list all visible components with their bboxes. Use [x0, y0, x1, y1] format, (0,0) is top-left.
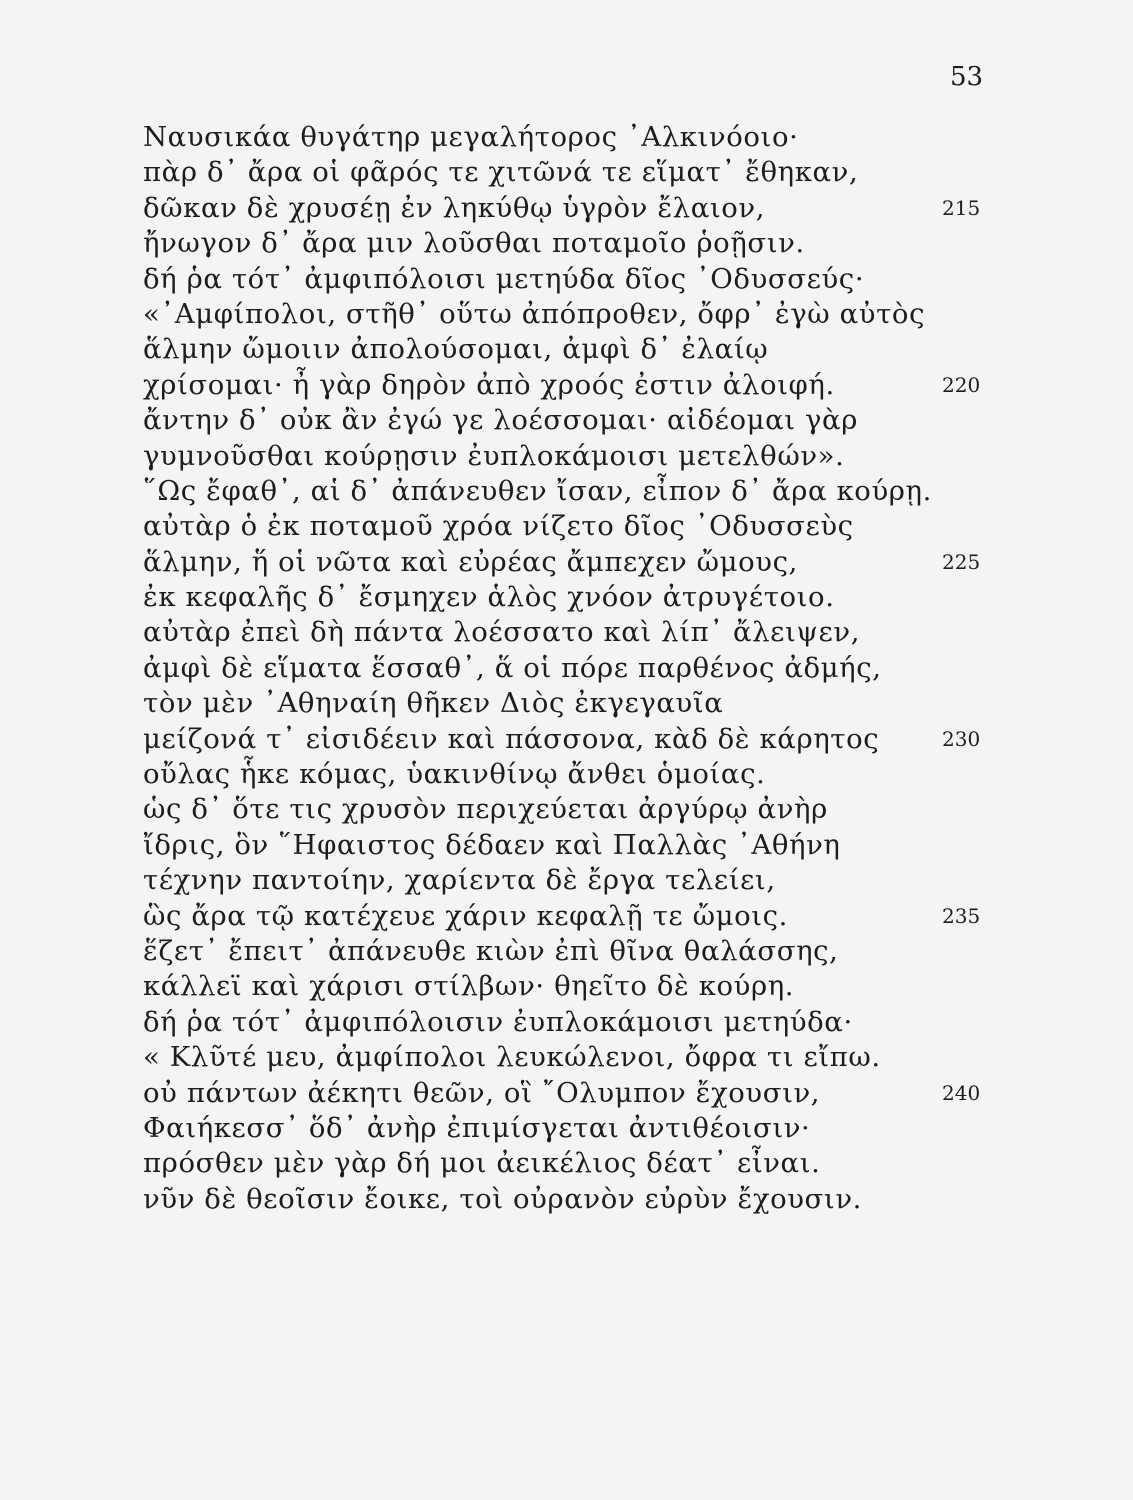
verse-line: « Κλῦτέ μευ, ἀμφίπολοι λευκώλενοι, ὄφρα τι εἴπω.	[143, 1041, 881, 1074]
line-number: 225	[942, 549, 981, 574]
verse-line: αὐτὰρ ἐπεὶ δὴ πάντα λοέσσατο καὶ λίπ᾿ ἄλειψεν,	[143, 616, 861, 649]
verse-line: πρόσθεν μὲν γὰρ δή μοι ἀεικέλιος δέατ᾿ εἶναι.	[143, 1147, 821, 1180]
verse-text	[143, 120, 932, 1217]
verse-line: τέχνην παντοίην, χαρίεντα δὲ ἔργα τελείει,	[143, 864, 776, 897]
line-number: 230	[942, 726, 981, 751]
verse-line: ἕζετ᾿ ἔπειτ᾿ ἀπάνευθε κιὼν ἐπὶ θῖνα θαλάσσης,	[143, 934, 839, 967]
verse-line: ὣς ἄρα τῷ κατέχευε χάριν κεφαλῇ τε ὤμοις.	[143, 899, 788, 932]
verse-line: δή ῥα τότ᾿ ἀμφιπόλοισιν ἐυπλοκάμοισι μετηύδα·	[143, 1005, 853, 1038]
verse-line: ἤνωγον δ᾿ ἄρα μιν λοῦσθαι ποταμοῖο ῥοῇσιν.	[143, 227, 805, 260]
verse-line: αὐτὰρ ὁ ἐκ ποταμοῦ χρόα νίζετο δῖος ᾿Οδυσσεὺς	[143, 510, 854, 543]
verse-line: τὸν μὲν ᾿Αθηναίη θῆκεν Διὸς ἐκγεγαυῖα	[143, 687, 724, 720]
verse-line: ἴδρις, ὃν ῞Ηφαιστος δέδαεν καὶ Παλλὰς ᾿Αθήνη	[143, 828, 841, 861]
verse-line: ἐκ κεφαλῆς δ᾿ ἔσμηχεν ἁλὸς χνόον ἀτρυγέτοιο.	[143, 581, 835, 614]
verse-line: ἄντην δ᾿ οὐκ ἂν ἐγώ γε λοέσσομαι· αἰδέομαι γὰρ	[143, 404, 858, 437]
verse-line: ἀμφὶ δὲ εἵματα ἕσσαθ᾿, ἅ οἱ πόρε παρθένος ἀδμής,	[143, 651, 882, 684]
verse-line: ἅλμην, ἥ οἱ νῶτα καὶ εὐρέας ἄμπεχεν ὤμους,	[143, 545, 798, 578]
line-number: 235	[942, 903, 981, 928]
line-number: 220	[942, 372, 981, 397]
verse-line: Ναυσικάα θυγάτηρ μεγαλήτορος ᾿Αλκινόοιο·	[143, 121, 799, 153]
verse-line: γυμνοῦσθαι κούρῃσιν ἐυπλοκάμοισι μετελθών».	[143, 439, 845, 472]
verse-line: ὡς δ᾿ ὅτε τις χρυσὸν περιχεύεται ἀργύρῳ ἀνὴρ	[143, 793, 828, 826]
verse-line: Φαιήκεσσ᾿ ὅδ᾿ ἀνὴρ ἐπιμίσγεται ἀντιθέοισιν·	[143, 1111, 811, 1144]
verse-line: χρίσομαι· ἦ γὰρ δηρὸν ἀπὸ χροός ἐστιν ἀλοιφή.	[143, 368, 835, 401]
line-number: 240	[942, 1080, 981, 1105]
verse-line: «᾿Αμφίπολοι, στῆθ᾿ οὕτω ἀπόπροθεν, ὄφρ᾿ ἐγὼ αὐτὸς	[143, 297, 926, 330]
verse-line: οὐ πάντων ἀέκητι θεῶν, οἳ ῎Ολυμπον ἔχουσιν,	[143, 1076, 821, 1109]
page-number: 53	[950, 62, 984, 92]
verse-line: μείζονά τ᾿ εἰσιδέειν καὶ πάσσονα, κὰδ δὲ κάρητος	[143, 722, 880, 755]
verse-line: δή ῥα τότ᾿ ἀμφιπόλοισι μετηύδα δῖος ᾿Οδυσσεύς·	[143, 262, 865, 295]
verse-line: νῦν δὲ θεοῖσιν ἔοικε, τοὶ οὐρανὸν εὐρὺν ἔχουσιν.	[143, 1182, 862, 1215]
line-number: 215	[942, 195, 981, 220]
verse-line: ἅλμην ὤμοιιν ἀπολούσομαι, ἀμφὶ δ᾿ ἐλαίῳ	[143, 333, 769, 366]
verse-line: οὔλας ἧκε κόμας, ὑακινθίνῳ ἄνθει ὁμοίας.	[143, 758, 766, 791]
verse-line: κάλλεϊ καὶ χάρισι στίλβων· θηεῖτο δὲ κούρη.	[143, 970, 795, 1003]
verse-line: ῞Ως ἔφαθ᾿, αἱ δ᾿ ἀπάνευθεν ἴσαν, εἶπον δ᾿ ἄρα κούρῃ.	[143, 474, 932, 507]
verse-line: πὰρ δ᾿ ἄρα οἱ φᾶρός τε χιτῶνά τε εἵματ᾿ ἔθηκαν,	[143, 156, 859, 189]
verse-line: δῶκαν δὲ χρυσέῃ ἐν ληκύθῳ ὑγρὸν ἔλαιον,	[143, 191, 766, 224]
